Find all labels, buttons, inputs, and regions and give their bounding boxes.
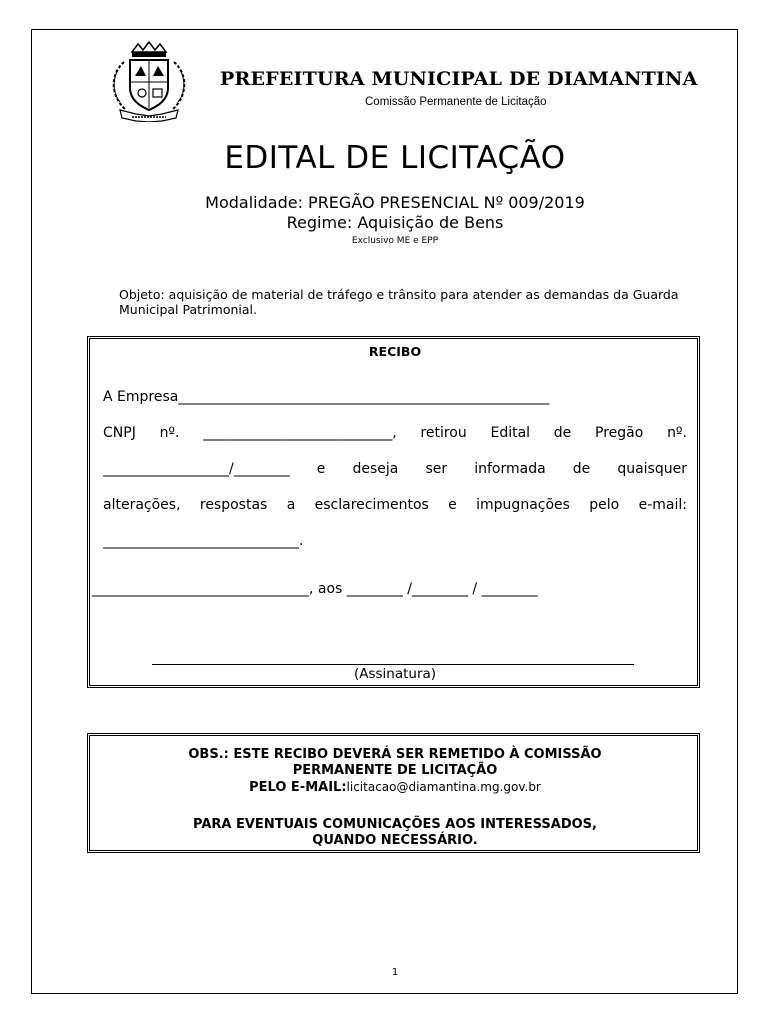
word: informada [474, 461, 546, 477]
word: e-mail: [638, 497, 687, 513]
word: Pregão [595, 425, 644, 441]
alteracoes-line [103, 497, 687, 513]
word: impugnações [476, 497, 570, 513]
regime: Regime: Aquisição de Bens [286, 213, 504, 232]
word: de [553, 425, 572, 441]
word: Edital [490, 425, 531, 441]
word: de [572, 461, 591, 477]
obs-line-1: OBS.: ESTE RECIBO DEVERÁ SER REMETIDO À COMISSÃO [188, 747, 602, 762]
word: deseja [352, 461, 399, 477]
word: e [316, 461, 326, 477]
date-line: _______________________________, aos ________ /________ / ________ [92, 581, 538, 597]
word: pelo [589, 497, 620, 513]
word: nº. [667, 425, 687, 441]
org-subtitle: Comissão Permanente de Licitação [365, 96, 547, 108]
org-name: PREFEITURA MUNICIPAL DE DIAMANTINA [220, 68, 698, 90]
word: nº. [159, 425, 180, 441]
signature-label: (Assinatura) [353, 666, 437, 682]
word: e [448, 497, 457, 513]
word: retirou [420, 425, 467, 441]
cnpj-blank: ___________________________, [203, 425, 397, 441]
obs-line-2: PERMANENTE DE LICITAÇÃO [292, 763, 498, 778]
document-title: EDITAL DE LICITAÇÃO [224, 140, 566, 176]
obs-line-4: PARA EVENTUAIS COMUNICAÇÕES AOS INTERESSADOS, [193, 817, 597, 832]
empresa-label: A Empresa [103, 389, 179, 405]
word: CNPJ [103, 425, 136, 441]
word: ser [425, 461, 448, 477]
objeto-text: Objeto: aquisição de material de tráfego e trânsito para atender as demandas da Guarda Municipal Patrimonial. [119, 287, 679, 317]
empresa-line [103, 389, 687, 405]
email-blank: ____________________________. [103, 533, 304, 549]
email-address: licitacao@diamantina.mg.gov.br [346, 780, 541, 794]
word: quaisquer [617, 461, 687, 477]
empresa-blank: _____________________________________________________ [178, 389, 550, 405]
word: a [286, 497, 296, 513]
word: esclarecimentos [314, 497, 429, 513]
cnpj-line [103, 425, 687, 441]
signature-line [152, 664, 634, 665]
page-number: 1 [391, 967, 399, 978]
pregao-number-blank: __________________/________ [103, 461, 290, 477]
email-label: PELO E-MAIL: [249, 780, 347, 795]
word: alterações, [103, 497, 181, 513]
modalidade: Modalidade: PREGÃO PRESENCIAL Nº 009/2019 [205, 193, 585, 212]
recibo-title: RECIBO [368, 344, 422, 359]
pregao-number-line [103, 461, 687, 477]
municipal-crest-icon [106, 40, 192, 122]
exclusivo-note: Exclusivo ME e EPP [351, 236, 439, 246]
obs-email-line [0, 780, 770, 795]
obs-line-5: QUANDO NECESSÁRIO. [312, 833, 478, 848]
word: respostas [199, 497, 268, 513]
